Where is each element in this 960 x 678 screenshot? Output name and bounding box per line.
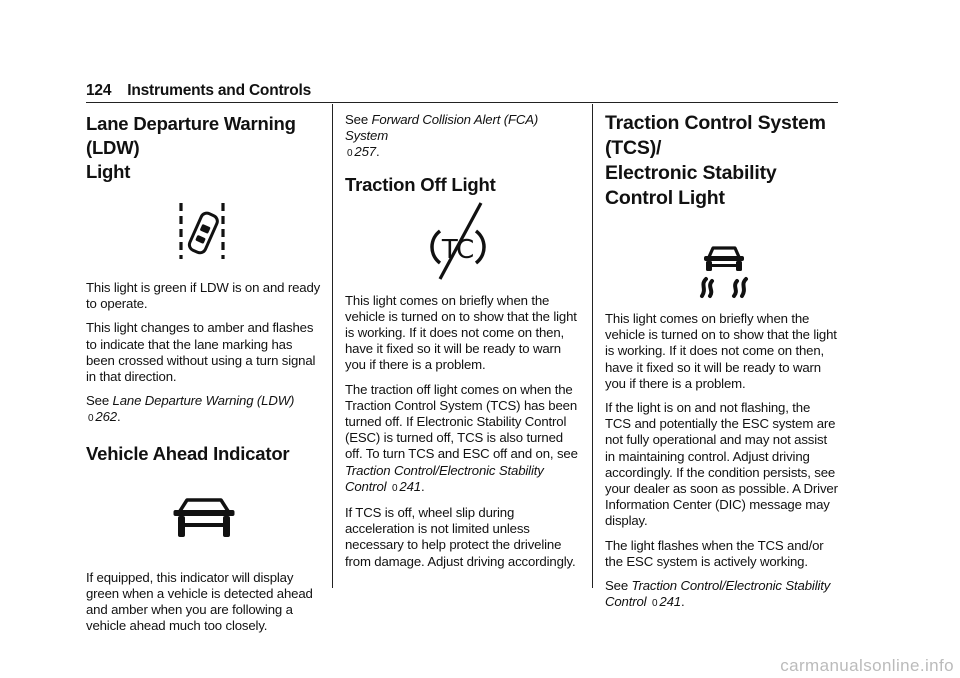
ldw-ref-page[interactable]: 262 (95, 409, 117, 425)
header-rule (86, 102, 838, 103)
tcs-ref-link[interactable]: Traction Control/Electronic Stability Control (345, 462, 544, 494)
p2-text: The traction off light comes on when the Traction Control System (TCS) has been turned off. If Electronic Stability Control (ESC) is turned off, TCS is also turned off. To turn TCS and ESC off and on, see (345, 381, 578, 462)
see-label: See (345, 112, 372, 127)
traction-off-icon (427, 201, 489, 285)
ldw-paragraph-1: This light is green if LDW is on and ready to operate. (86, 280, 321, 312)
tcs-esc-heading (605, 111, 839, 211)
section-title: Instruments and Controls (127, 82, 312, 99)
tcs-esc-paragraph-1: This light comes on briefly when the vehicle is turned on to show that the light is working. If it does not come on then, have it fixed so it will be ready to warn you if there is a problem. (605, 311, 837, 391)
ldw-paragraph-2: This light changes to amber and flashes to indicate that the lane marking has been crossed without using a turn signal in that direction. (86, 320, 316, 385)
traction-control-icon (698, 245, 750, 299)
tcs-esc-ref-page[interactable]: 241 (659, 594, 681, 610)
tcs-esc-icon-area (605, 211, 839, 311)
ldw-heading (86, 112, 322, 184)
fca-see-reference: See Forward Collision Alert (FCA) System 0 257. (345, 112, 539, 160)
vai-heading: Vehicle Ahead Indicator (86, 442, 290, 464)
page-header (86, 82, 311, 100)
page-number: 124 (86, 82, 112, 99)
tcs-esc-paragraph-3: The light flashes when the TCS and/or the ESC system is actively working. (605, 537, 824, 569)
traction-off-paragraph-2: The traction off light comes on when the Traction Control System (TCS) has been turned off. If Electronic Stability Control (ESC) is turned off, TCS is also turned off. To turn TCS and ESC off and on, see Traction Control/Electronic Stability Control 0 241. (345, 381, 578, 494)
ldw-heading-line1: Lane Departure Warning (LDW) (86, 113, 296, 158)
fca-ref-link[interactable]: Forward Collision Alert (FCA) System (345, 112, 539, 144)
tcs-esc-see-reference: See Traction Control/Electronic Stability Control 0 241. (605, 578, 831, 610)
traction-off-heading: Traction Off Light (345, 173, 496, 195)
page-ref-arrow-icon: 0 (651, 598, 658, 610)
ldw-heading-line2: Light (86, 161, 131, 182)
vai-paragraph-1: If equipped, this indicator will display green when a vehicle is detected ahead and amber when you are following a vehicle ahead much too closely. (86, 569, 313, 634)
column-2 (345, 112, 581, 578)
see-label: See (86, 393, 113, 409)
column-divider-1 (332, 104, 333, 588)
watermark-link[interactable]: carmanualsonline.info (780, 656, 954, 675)
tcs-ref-page[interactable]: 241 (399, 478, 421, 494)
footer (0, 656, 960, 678)
ldw-icon-area (86, 184, 322, 280)
vehicle-ahead-icon (172, 497, 236, 539)
page-ref-arrow-icon: 0 (88, 413, 94, 425)
tcs-esc-paragraph-2: If the light is on and not flashing, the TCS and potentially the ESC system are not fully operational and may not assist in maintaining control. Adjust driving accordingly. If the condition persists, see your dealer as soon as possible. A Driver Information Center (DIC) message may display. (605, 400, 838, 529)
tcs-esc-heading-line1: Traction Control System (TCS)/ (605, 112, 826, 159)
traction-off-paragraph-1: This light comes on briefly when the vehicle is turned on to show that the light is working. If it does not come on then, have it fixed so it will be ready to warn you if there is a problem. (345, 292, 577, 373)
tcs-esc-heading-line2: Electronic Stability Control Light (605, 162, 777, 209)
lane-departure-icon (175, 201, 229, 261)
see-label: See (605, 578, 632, 594)
tc-icon-text: TC (441, 234, 475, 265)
fca-ref-page[interactable]: 257 (354, 144, 376, 160)
column-divider-2 (592, 104, 593, 588)
page-ref-arrow-icon: 0 (391, 482, 398, 494)
column-3 (605, 112, 839, 620)
traction-off-paragraph-3: If TCS is off, wheel slip during acceleration is not limited unless necessary to help protect the driveline from damage. Adjust driving accordingly. (345, 505, 576, 569)
ldw-ref-link[interactable]: Lane Departure Warning (LDW) (112, 393, 295, 409)
page-ref-arrow-icon: 0 (347, 148, 353, 160)
ldw-see-reference: See Lane Departure Warning (LDW) 0 262. (86, 393, 295, 425)
column-1 (86, 112, 322, 642)
traction-off-icon-area (345, 197, 581, 293)
tcs-esc-ref-link[interactable]: Traction Control/Electronic Stability Control (605, 578, 831, 610)
vai-icon-area (86, 466, 322, 570)
